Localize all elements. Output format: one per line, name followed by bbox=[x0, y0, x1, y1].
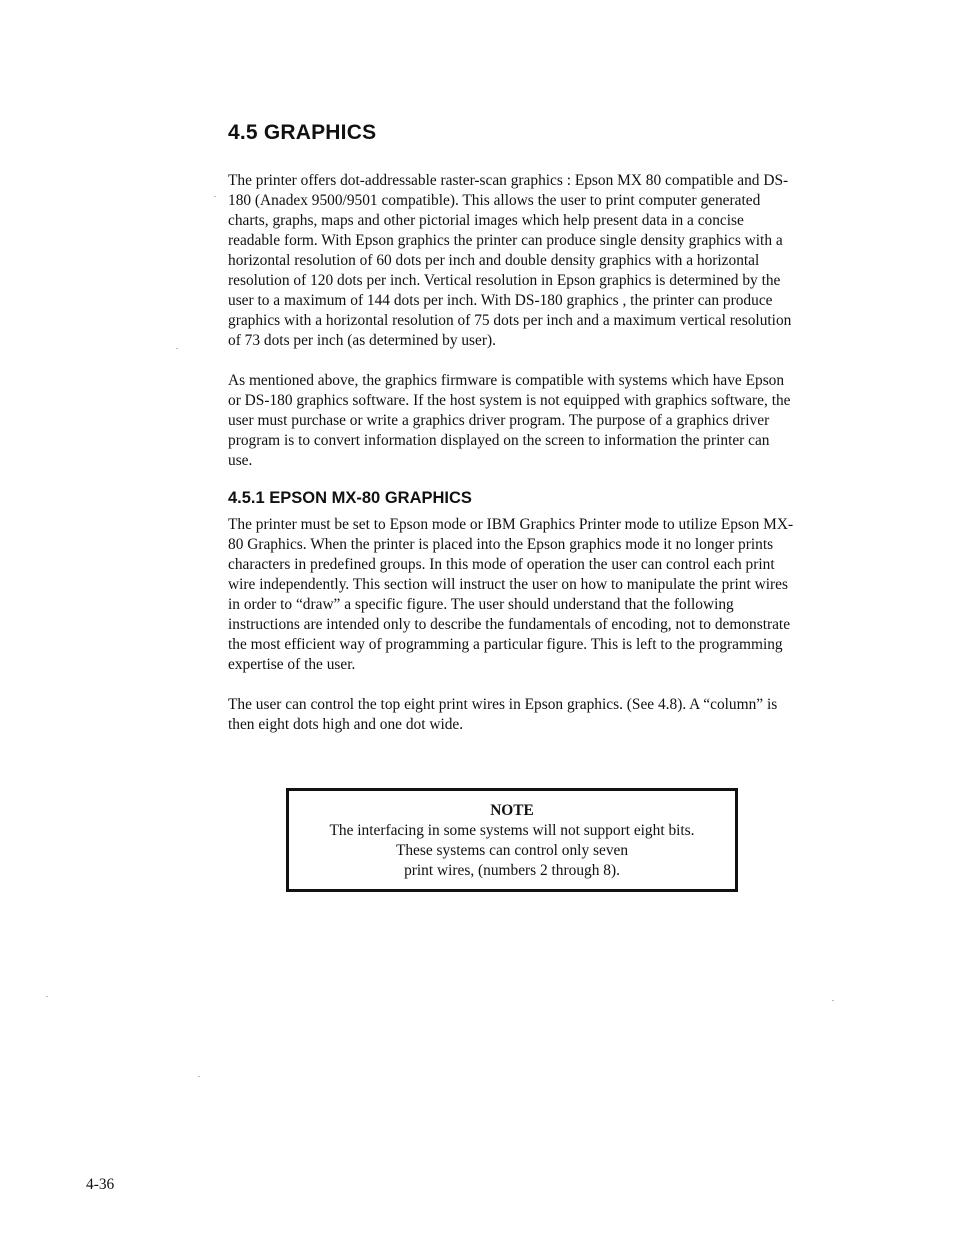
note-box bbox=[286, 788, 738, 892]
scan-speck bbox=[176, 348, 178, 349]
section-paragraph-2: As mentioned above, the graphics firmware is compatible with systems which have Epson or DS-180 graphics software. If the host system is not equipped with graphics software, the user must purchase or write a graphics driver program. The purpose of a graphics driver program is to convert information displayed on the screen to information the printer can use. bbox=[228, 372, 791, 469]
scan-speck bbox=[46, 996, 48, 997]
section-title: 4.5 GRAPHICS bbox=[228, 121, 377, 144]
note-line-2: These systems can control only seven bbox=[395, 842, 629, 859]
subsection-title: 4.5.1 EPSON MX-80 GRAPHICS bbox=[228, 489, 472, 507]
page-number: 4-36 bbox=[86, 1176, 115, 1193]
page-content bbox=[228, 118, 794, 755]
scan-speck bbox=[198, 1076, 200, 1077]
section-paragraph-1: The printer offers dot-addressable raster-scan graphics : Epson MX 80 compatible and DS-180 (Anadex 9500/9501 compatible). This allows the user to print computer generated charts, graphs, maps and other pictorial images which help present data in a concise readable form. With Epson graphics the printer can produce single density graphics with a horizontal resolution of 60 dots per inch and double density graphics with a horizontal resolution of 120 dots per inch. Vertical resolution in Epson graphics is determined by the user to a maximum of 144 dots per inch. With DS-180 graphics , the printer can produce graphics with a horizontal resolution of 75 dots per inch and a maximum vertical resolution of 73 dots per inch (as determined by user). bbox=[228, 172, 792, 349]
note-line-1: The interfacing in some systems will not support eight bits. bbox=[329, 822, 695, 839]
subsection-paragraph-1: The printer must be set to Epson mode or IBM Graphics Printer mode to utilize Epson MX-80 Graphics. When the printer is placed into the Epson graphics mode it no longer prints characters in predefined groups. In this mode of operation the user can control each print wire independently. This section will instruct the user on how to manipulate the print wires in order to “draw” a specific figure. The user should understand that the following instructions are intended only to describe the fundamentals of encoding, not to demonstrate the most efficient way of programming a particular figure. This is left to the programming expertise of the user. bbox=[228, 516, 794, 673]
subsection-paragraph-2: The user can control the top eight print wires in Epson graphics. (See 4.8). A “column” is then eight dots high and one dot wide. bbox=[228, 696, 778, 733]
note-line-3: print wires, (numbers 2 through 8). bbox=[404, 862, 620, 879]
scan-speck bbox=[214, 196, 216, 197]
note-title: NOTE bbox=[490, 802, 534, 819]
scan-speck bbox=[832, 1000, 834, 1001]
